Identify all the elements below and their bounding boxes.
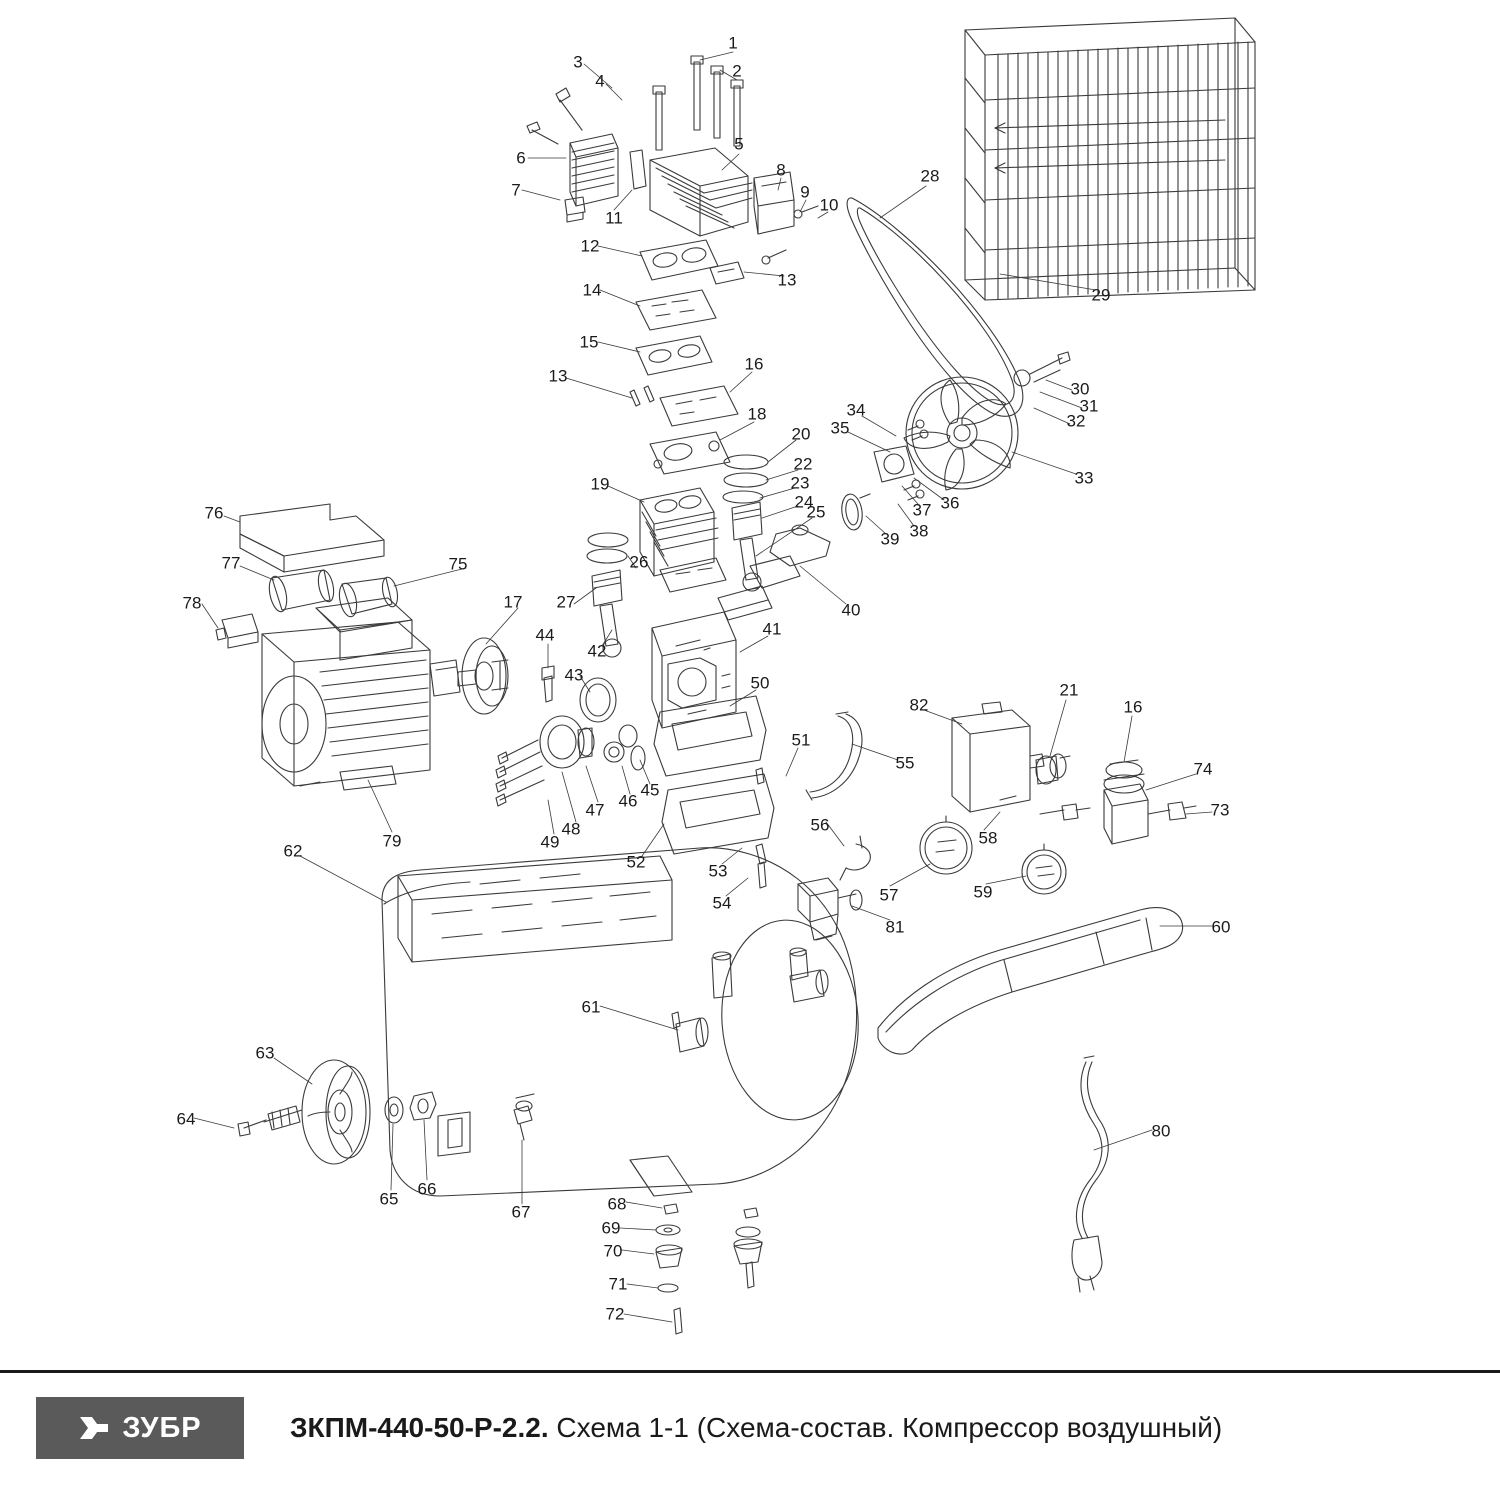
- callout-49: 49: [540, 832, 560, 852]
- callout-70: 70: [603, 1241, 623, 1261]
- callout-25: 25: [806, 502, 826, 522]
- callout-52: 52: [626, 852, 646, 872]
- callout-71: 71: [608, 1274, 628, 1294]
- part-motor-pulley: [462, 638, 508, 714]
- part-crankcase: [652, 612, 736, 728]
- callout-55: 55: [895, 753, 915, 773]
- callout-74: 74: [1193, 759, 1213, 779]
- callout-81: 81: [885, 917, 905, 937]
- callout-68: 68: [607, 1194, 627, 1214]
- callout-47: 47: [585, 800, 605, 820]
- callout-22: 22: [793, 454, 813, 474]
- part-switch-knob: [1036, 754, 1070, 784]
- part-piston-conrod: [732, 502, 762, 591]
- part-hoses: [806, 712, 870, 880]
- callout-58: 58: [978, 828, 998, 848]
- callout-16b: 16: [1123, 697, 1143, 717]
- part-capacitors: [266, 569, 400, 618]
- callout-51: 51: [791, 730, 811, 750]
- callout-7: 7: [511, 180, 521, 200]
- footer-bar: [0, 1370, 1500, 1500]
- callout-10: 10: [819, 195, 839, 215]
- callout-77: 77: [221, 553, 241, 573]
- callout-62: 62: [283, 841, 303, 861]
- callout-15: 15: [579, 332, 599, 352]
- callout-38: 38: [909, 521, 929, 541]
- callout-27: 27: [556, 592, 576, 612]
- callout-72: 72: [605, 1304, 625, 1324]
- callout-34: 34: [846, 400, 866, 420]
- part-flywheel: [904, 352, 1070, 490]
- callout-12: 12: [580, 236, 600, 256]
- callout-80: 80: [1151, 1121, 1171, 1141]
- callout-54: 54: [712, 893, 732, 913]
- callout-24: 24: [794, 492, 814, 512]
- callout-13b: 13: [548, 366, 568, 386]
- callout-33: 33: [1074, 468, 1094, 488]
- callout-50: 50: [750, 673, 770, 693]
- callout-53: 53: [708, 861, 728, 881]
- arrow-right-icon: [78, 1413, 112, 1443]
- callout-36: 36: [940, 493, 960, 513]
- callout-18: 18: [747, 404, 767, 424]
- model-number: ЗКПМ-440-50-Р-2.2.: [290, 1412, 549, 1443]
- callout-23: 23: [790, 473, 810, 493]
- part-wheel: [238, 1060, 436, 1164]
- callout-4: 4: [595, 71, 605, 91]
- callout-46: 46: [618, 791, 638, 811]
- callout-44: 44: [535, 625, 555, 645]
- callout-82: 82: [909, 695, 929, 715]
- part-crankshaft: [718, 525, 830, 620]
- callout-73: 73: [1210, 800, 1230, 820]
- part-handle: [878, 908, 1183, 1054]
- part-cooler-grid: [965, 18, 1255, 300]
- part-air-tank: [382, 848, 865, 1199]
- callout-20: 20: [791, 424, 811, 444]
- callout-42: 42: [587, 641, 607, 661]
- brand-logo-text: ЗУБР: [122, 1411, 202, 1444]
- callout-39: 39: [880, 529, 900, 549]
- callout-31: 31: [1079, 396, 1099, 416]
- callout-5: 5: [734, 134, 744, 154]
- callout-29: 29: [1091, 285, 1111, 305]
- diagram-caption: [290, 1412, 1222, 1444]
- callout-13a: 13: [777, 270, 797, 290]
- callout-75: 75: [448, 554, 468, 574]
- part-pressure-regulator: [1040, 760, 1196, 844]
- part-pressure-switch: [952, 702, 1044, 812]
- callout-2: 2: [732, 61, 742, 81]
- callout-9: 9: [800, 182, 810, 202]
- callout-79: 79: [382, 831, 402, 851]
- callout-78: 78: [182, 593, 202, 613]
- callout-59: 59: [973, 882, 993, 902]
- callout-16a: 16: [744, 354, 764, 374]
- callout-28: 28: [920, 166, 940, 186]
- part-switch-block: [216, 614, 258, 648]
- brand-logo: [36, 1397, 244, 1459]
- callout-11: 11: [605, 208, 623, 228]
- callout-57: 57: [879, 885, 899, 905]
- callout-21: 21: [1059, 680, 1079, 700]
- part-cylinder-head: [565, 134, 752, 236]
- callout-60: 60: [1211, 917, 1231, 937]
- callout-14: 14: [582, 280, 602, 300]
- part-feet-hardware: [656, 1204, 762, 1334]
- callout-19: 19: [590, 474, 610, 494]
- callout-32: 32: [1066, 411, 1086, 431]
- part-electric-motor: [262, 598, 476, 790]
- part-capacitor-cover: [240, 504, 384, 572]
- part-crankcase-covers: [654, 696, 774, 888]
- callout-1: 1: [728, 33, 738, 53]
- part-small-piston: [587, 533, 726, 657]
- part-cylinder-block: [640, 488, 718, 576]
- callout-3: 3: [573, 52, 583, 72]
- part-drain-valve: [514, 1094, 534, 1140]
- callout-56: 56: [810, 815, 830, 835]
- callout-37: 37: [912, 500, 932, 520]
- callout-8: 8: [776, 160, 786, 180]
- callout-63: 63: [255, 1043, 275, 1063]
- callout-35: 35: [830, 418, 850, 438]
- callout-67: 67: [511, 1202, 531, 1222]
- callout-40: 40: [841, 600, 861, 620]
- part-valve-plates: [630, 240, 744, 474]
- callout-69: 69: [601, 1218, 621, 1238]
- callout-45: 45: [640, 780, 660, 800]
- callout-64: 64: [176, 1109, 196, 1129]
- callout-30: 30: [1070, 379, 1090, 399]
- callout-65: 65: [379, 1189, 399, 1209]
- part-power-cord: [1072, 1056, 1108, 1292]
- part-head-bolts: [527, 52, 743, 150]
- callout-26: 26: [629, 552, 649, 572]
- caption-text: Схема 1-1 (Схема-состав. Компрессор воздушный): [556, 1412, 1223, 1443]
- callout-76: 76: [204, 503, 224, 523]
- callout-43: 43: [564, 665, 584, 685]
- callout-41: 41: [762, 619, 782, 639]
- callout-6: 6: [516, 148, 526, 168]
- callout-17: 17: [503, 592, 523, 612]
- part-front-seals: [496, 666, 645, 806]
- callout-48: 48: [561, 819, 581, 839]
- callout-66: 66: [417, 1179, 437, 1199]
- callout-61: 61: [581, 997, 601, 1017]
